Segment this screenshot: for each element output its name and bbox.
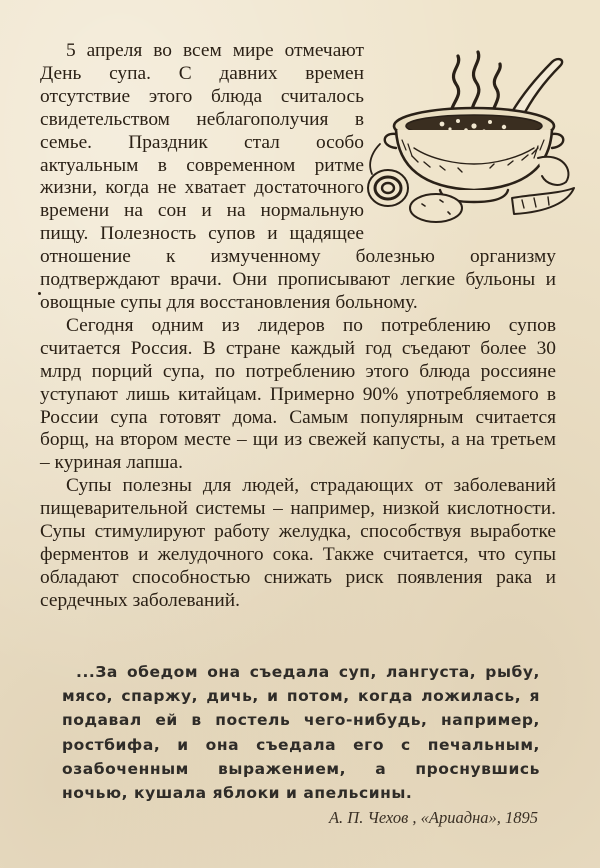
article-body	[40, 40, 556, 613]
article-paragraph-1: 5 апреля во всем мире отмечают День супа. С давних времен отсутствие этого блюда считалось свидетельством неблагополучия в семье. Праздник стал особо актуальным в современном ритме жизни, когда не хватает достаточного времени на сон и на нормальную пищу. Полезность супов и щадящее отношение к измученному болезнью организму подтверждают врачи. Они прописывают легкие бульоны и овощные супы для восстановления больному.	[40, 40, 556, 313]
quote-text: ...За обедом она съедала суп, лангуста, рыбу, мясо, спаржу, дичь, и потом, когда ложилась, я подавал ей в постель чего-нибудь, например, ростбифа, и она съедала его с печальным, озабоченным выражением, а проснувшись ночью, кушала яблоки и апельсины.	[62, 663, 540, 803]
illustration-wrap-space	[364, 40, 556, 232]
quote-source: А. П. Чехов , «Ариадна», 1895	[328, 808, 538, 827]
chekhov-quote	[62, 660, 540, 805]
article-paragraph-3: Супы полезны для людей, страдающих от заболеваний пищеварительной системы – например, низкой кислотности. Супы стимулируют работу желудка, способствуя выработке ферментов и желудочного сока. Также считается, что супы обладают способностью снижать риск появления рака и сердечных заболеваний.	[40, 475, 556, 611]
article-paragraph-2: Сегодня одним из лидеров по потреблению супов считается Россия. В стране каждый год съедают более 30 млрд порций супа, по потреблению этого блюда россияне уступают лишь китайцам. Примерно 90% употребляемого в России супа готовят дома. Самым популярным считается борщ, на втором месте – щи из свежей капусты, а на третьем – куриная лапша.	[40, 314, 556, 474]
